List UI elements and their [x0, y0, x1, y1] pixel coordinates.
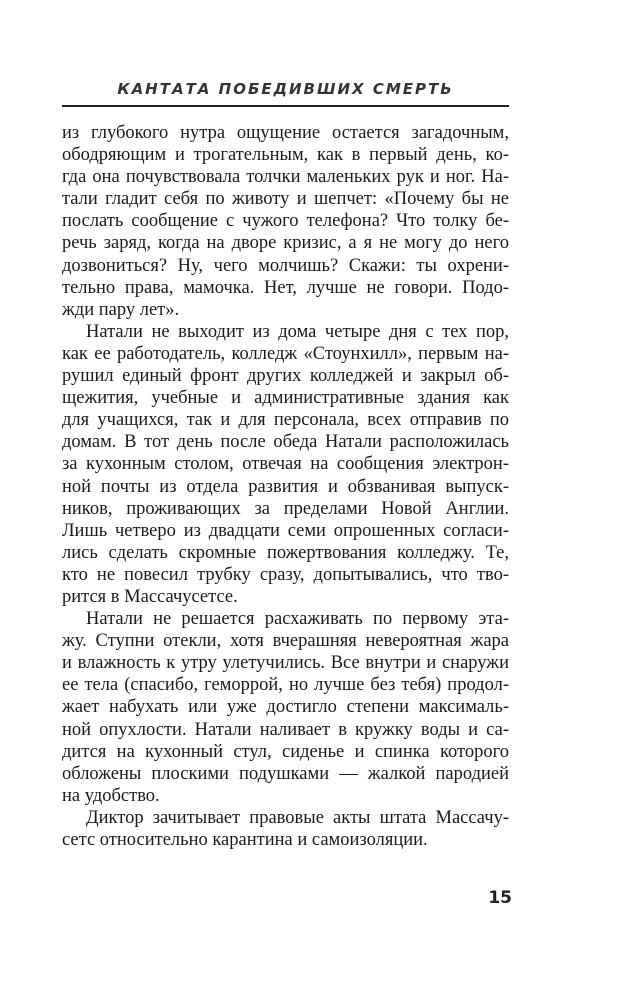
text-line: ников, проживающих за пределами Новой Англии. [62, 498, 509, 519]
text-line: послать сообщение с чужого телефона? Что толку бе- [62, 211, 509, 232]
text-line: сетс относительно карантина и самоизоляции. [62, 830, 428, 850]
text-line: ной почты из отдела развития и обзванивая выпуск- [62, 476, 509, 497]
text-line: ной опухлости. Натали наливает в кружку воды и са- [62, 719, 509, 740]
text-line: для учащихся, так и для персонала, всех отправив по [62, 410, 509, 431]
text-line: обложены плоскими подушками — жалкой пародией [62, 763, 509, 784]
text-line: Натали не выходит из дома четыре дня с тех пор, [86, 321, 509, 342]
text-line: лись сделать скромные пожертвования колледжу. Те, [62, 542, 509, 563]
paragraph [62, 807, 509, 851]
text-line: ее тела (спасибо, геморрой, но лучше без тебя) продол- [62, 675, 509, 696]
text-line: ободряющим и трогательным, как в первый день, ко- [62, 145, 509, 166]
text-line: кто не повесил трубку сразу, допытывались, что тво- [62, 564, 509, 585]
text-line: дозвониться? Ну, чего молчишь? Скажи: ты охрени- [62, 255, 509, 276]
page-number: 15 [488, 888, 512, 908]
text-line: рушил единый фронт других колледжей и закрыл об- [62, 366, 509, 387]
running-header: КАНТАТА ПОБЕДИВШИХ СМЕРТЬ [117, 80, 454, 98]
text-line: тельно права, мамочка. Нет, лучше не говори. Подо- [62, 277, 509, 298]
text-line: за кухонным столом, отвечая на сообщения электрон- [62, 454, 509, 475]
paragraph [62, 321, 509, 608]
text-line: речь заряд, когда на дворе кризис, а я не могу до него [62, 233, 509, 254]
text-line: гда она почувствовала толчки маленьких рук и ног. На- [62, 167, 509, 188]
text-line: и влажность к утру улетучились. Все внутри и снаружи [62, 653, 509, 674]
text-line: жу. Ступни отекли, хотя вчерашняя невероятная жара [62, 631, 509, 652]
text-line: как ее работодатель, колледж «Стоунхилл», первым на- [62, 343, 509, 364]
text-line: Лишь четверо из двадцати семи опрошенных согласи- [62, 520, 509, 541]
body-text [62, 122, 509, 851]
text-line: рится в Массачусетсе. [62, 586, 238, 607]
text-line: жди пару лет». [62, 299, 180, 320]
text-line: жает набухать или уже достигло степени максималь- [62, 697, 509, 718]
text-line: тали гладит себя по животу и шепчет: «Почему бы не [62, 189, 509, 210]
text-line: щежития, учебные и административные здания как [62, 388, 509, 409]
text-line: из глубокого нутра ощущение остается загадочным, [62, 123, 509, 143]
text-line: Диктор зачитывает правовые акты штата Массачу- [86, 807, 509, 828]
header-divider [62, 105, 509, 107]
text-line: на удобство. [62, 785, 160, 806]
paragraph [62, 608, 509, 807]
paragraph [62, 122, 509, 321]
text-line: домам. В тот день после обеда Натали расположилась [62, 432, 509, 453]
text-line: Натали не решается расхаживать по первому эта- [86, 609, 509, 630]
text-line: дится на кухонный стул, сиденье и спинка которого [62, 741, 509, 762]
